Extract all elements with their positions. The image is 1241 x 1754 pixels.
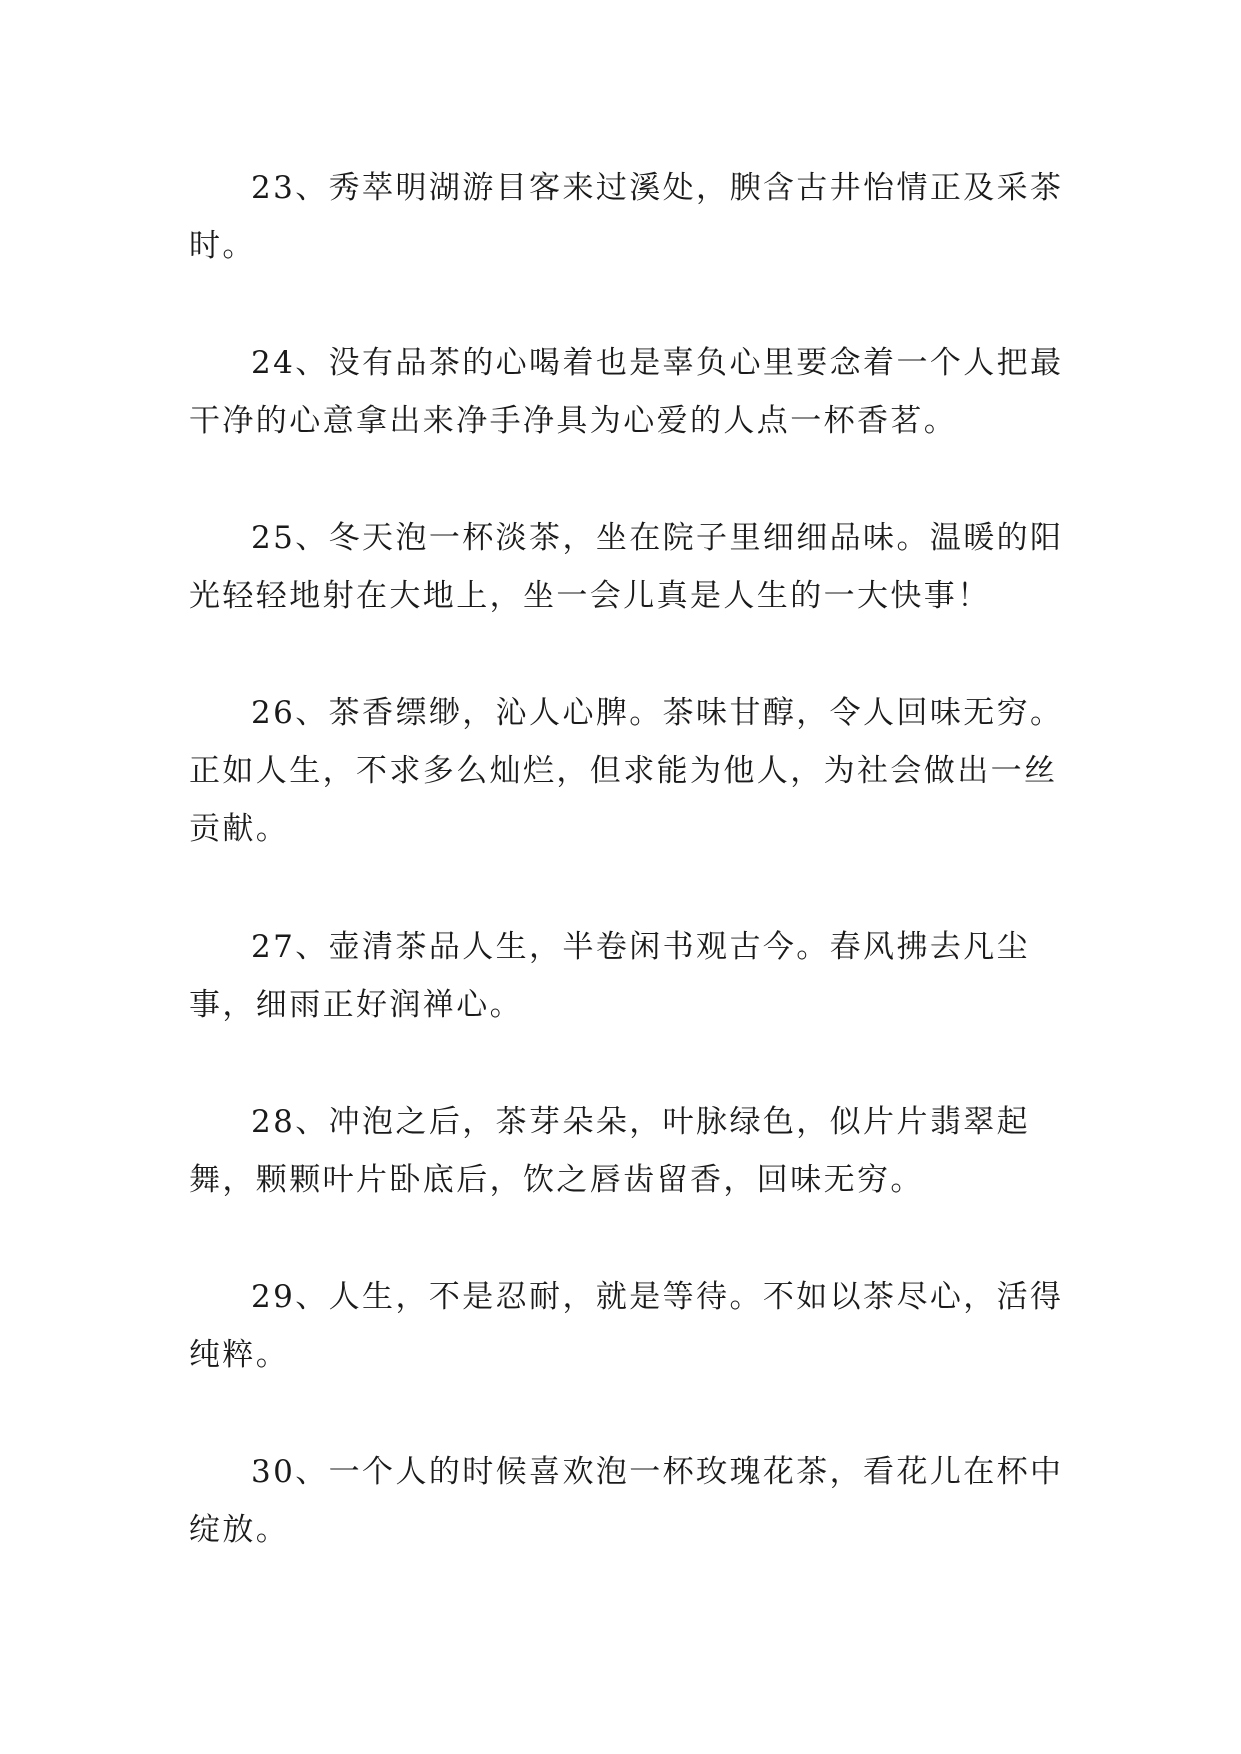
paragraph-26: 26、茶香缥缈，沁人心脾。茶味甘醇，令人回味无穷。正如人生，不求多么灿烂，但求能为他人，为社会做出一丝贡献。 (189, 695, 1064, 847)
paragraph-24: 24、没有品茶的心喝着也是辜负心里要念着一个人把最干净的心意拿出来净手净具为心爱的人点一杯香茗。 (189, 345, 1064, 439)
paragraph-28: 28、冲泡之后，茶芽朵朵，叶脉绿色，似片片翡翠起舞，颗颗叶片卧底后，饮之唇齿留香，回味无穷。 (189, 1104, 1031, 1198)
paragraph-23: 23、秀萃明湖游目客来过溪处，腴含古井怡情正及采茶时。 (189, 170, 1064, 264)
paragraph-27: 27、壶清茶品人生，半卷闲书观古今。春风拂去凡尘事，细雨正好润禅心。 (189, 929, 1031, 1023)
paragraph-30: 30、一个人的时候喜欢泡一杯玫瑰花茶，看花儿在杯中绽放。 (189, 1454, 1064, 1548)
paragraph-25: 25、冬天泡一杯淡茶，坐在院子里细细品味。温暖的阳光轻轻地射在大地上，坐一会儿真是人生的一大快事！ (189, 520, 1064, 614)
paragraph-29: 29、人生，不是忍耐，就是等待。不如以茶尽心，活得纯粹。 (189, 1279, 1064, 1373)
